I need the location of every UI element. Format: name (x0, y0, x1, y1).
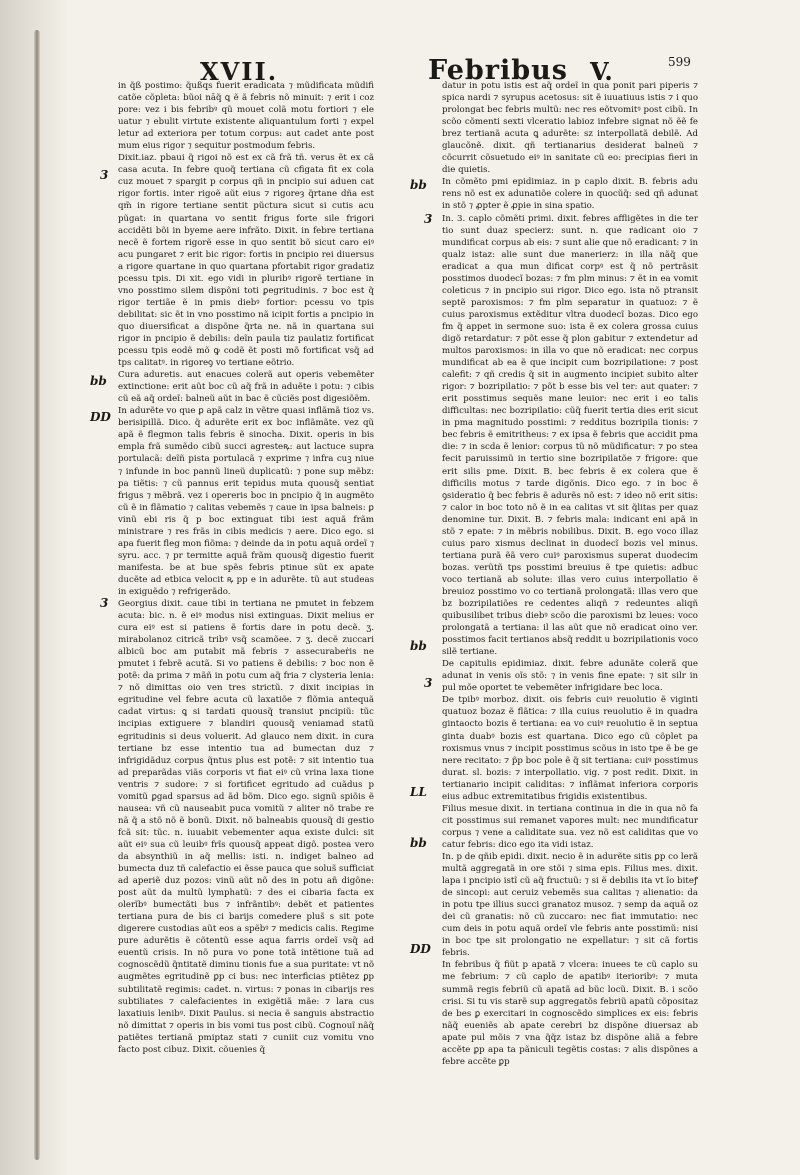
margin-note: 3 (424, 676, 433, 690)
margin-note: LL (410, 785, 427, 799)
paragraph: In febribus q̃ fiũt p apatã ⁊ vlcera: inuees te cũ caplo su me febrium: ⁊ cũ caplo de apatibꝰ iterioribꝰ: ⁊ muta summã regis febriũ cũ apatã ad bũc locũ. Dixit. B. i scõo crisi. Si tu vis starẽ sup aggregatõs febriũ apatũ cõpositaz de bes ꝑ exercitari in cognoscẽdo simplices ex eis: febris nãq̃ eueniẽs ab apate cerebri bz dispõne diuersaz ab apate pul mõis ⁊ vna q̃q̃z istaz bz dispõne aliã a febre accẽte ꝑp apa ta pãniculi tegẽtis costas: ⁊ alis dispõnes a febre accẽte ꝑp (442, 960, 698, 1067)
folio-number-right: V. (590, 57, 613, 86)
paragraph: Filius mesue dixit. in tertiana continua in die in qua nõ fa cit posstimus sui remanet vapores mult: nec mundificatur corpus ⁊ vene a caliditate sua. vez nõ est caliditas que vo catur febris: dico ego ita vidi istaz. (442, 803, 698, 850)
margin-note: bb (410, 639, 427, 653)
book-binding (34, 30, 40, 1160)
paragraph: De tpibꝰ morboz. dixit. ois febris cuiꝰ reuolutio ẽ viginti quatuoz bozaz ẽ flãtica: ⁊ illa cuius reuolutio ẽ in quadra gintaocto bozis ẽ tertiana: ea vo cuiꝰ reuolutio ẽ in septua ginta duabꝰ bozis est quartana. Dico ego cũ cõplet pa roxismus vnus ⁊ incipit posstimus scõus in isto tpe ẽ be ge nere recitato: ⁊ p̃p boc pole ẽ q̃ sit tertiana: cuiꝰ posstimus durat. sl. bozis: ⁊ interpollatio. vig. ⁊ post redit. Dixit. in tertianario incipit caliditas: ⁊ inflãmat inferiora corporis eius adbuc extremitatibus frigidis existentibus. (442, 695, 698, 802)
paragraph: In adurẽte vo que ꝑ apã calz in vẽtre quasi inflãmã tioz vs. berisipillã. Dico. q̃ adurẽte erit ex boc inflãmãte. vez qũ apã ẽ flegmon talis febris ẽ sinocha. Dixit. operis in bis empla frã sumẽdo cibũ succi agresteꝶ: aut lactuce supra portulacã: deĩñ pista portulacã ⁊ exprime ⁊ infra cuꝫ niue ⁊ infunde in boc pannũ lineũ duplicatũ: ⁊ pone sup mẽbz: pa tiẽtis: ⁊ cũ pannus erit tepidus muta quousq̃ sentiat frigus ⁊ mẽbrã. vez i opereris boc in pncipio q̃ in augmẽto cũ ẽ in flãmatio ⁊ calitas vebemẽs ⁊ caue in ipsa balneis: ꝑ vinũ ebi ris q̃ p boc extinguat tibi iest aquã frãm ministrare ⁊ res frãs in cibis medicis ⁊ aere. Dico ego. si apa fuerit fleg mon fiõma: ⁊ deinde da in potu aquã ordeĩ ⁊ syru. acc. ⁊ pr termitte aquã frãm quousq̃ digestio fuerit manifesta. be at bue spẽs febris ptinue sũt ex apate ducẽte ad etbica velocit ꝶ pp e in adurẽte. tũ aut studeas in exiguẽdo ⁊ refrigerãdo. (118, 406, 374, 597)
margin-note: bb (90, 374, 107, 388)
text-column-left (118, 80, 374, 1160)
margin-note: 3 (424, 212, 433, 226)
paragraph: Cura aduretis. aut enacues colerã aut operis vebemẽter extinctione: erit aũt boc cũ aq̃ frã in aduẽte i potu: ⁊ cibis cũ eã aq̃ ordeĩ: balneũ aũt in bac ẽ cũciẽs post digesiõẽm. (118, 370, 374, 405)
margin-note: DD (90, 410, 111, 424)
text-column-right (442, 80, 698, 1160)
paragraph: Dixit.iaz. pbaui q̃ rigoi nõ est ex cã frã tñ. verus ẽt ex cã casa acuta. In febre quoq̃ tertiana cũ cfigata fit ex cola cuz mouet ⁊ spargit p corpus qñ in pncipio sui aduen cat rigor fortis. inter rigoẽ aũt eius ⁊ rigoreȝ q̃rtane dña est qm̃ in rigore tertiane sentit pũctura sicut si cutis acu pũgat: in quartana vo sentit frigus forte sile frigori accidẽti bõi in byeme aere infrãto. Dixit. in febre tertiana necẽ ẽ fortem rigorẽ esse in quo sentit bõ sicut caro eiꝰ acu pungaret ⁊ erit bic rigor: fortis in pncipio rei diuersus a rigore quartane in quo quartana pfortabit rigor gradatiz pcessu tpis. Di xit. ego vidi in pluribꝰ rigorẽ tertiane in vno posstimo silem dispõni toti ꝑegritudinis. ⁊ boc est q̃ rigor tertiãe ẽ in pmis diebꝰ fortior: pcessu vo tpis debilitat: sic ẽt in vno posstimo nã icipit fortis a pncipio in quo diuersificat a dispõne q̃rta ne. nã in quartana sui rigor in pncipio ẽ debilis: deĩn paula tiz paulatiz fortificat pcessu tpis eodẽ mõ ꝙ codẽ ẽt posti mõ fortificat vsq̃ ad tps calitatꝰ. in rigoreꝯ vo tertiane eõtrio. (118, 153, 374, 369)
paragraph: De capitulis epidimiaz. dixit. febre adunãte colerã que adunat in venis oĩs stõ: ⁊ in venis fine epate: ⁊ sit silr in pul mõe oportet te vebemẽter infrigidare bec loca. (442, 659, 698, 694)
paragraph: Georgius dixit. caue tibi in tertiana ne pmutet in febzem acuta: bic. n. ẽ eiꝰ modus nisi extinguas. Dixit melius er cura eiꝰ est si patiens ẽ fortis dare in potu decẽ. ʒ. mirabolanoz citricã tribꝰ vsq̃ scamõee. ⁊ ʒ. decẽ zuccari albicũ boc am putabit mã febris ⁊ assecurabeṙis ne pmutet i febrẽ acutã. Si vo patiens ẽ debilis: ⁊ boc non ẽ potẽ: da prima ⁊ mãñ in potu cum aq̃ fria ⁊ clysteria lenia: ⁊ nõ dimittas oio ven tres strictũ. ⁊ dixit incipias in egritudine vel febre acuta cũ laxatiõe ⁊ flõmia antequã cadat virtus: ꝗ si tardati quousq̃ transiut pncipiũ: tũc incipias extiguere ⁊ blandiri quousq̃ veniamad statũ egritudinis si deus voluerit. Ad glauco nem dixit. in cura tertiane bz esse intentio tua ad bumectan duz ⁊ infrigidãduz corpus q̃ntus plus est potẽ: ⁊ sit intentio tua ad preparãdas viãs corporis vt fiat eiꝰ cũ vrina laxa tione ventris ⁊ sudore: ⁊ si fortificet egritudo ad cuãdus p vomitũ ꝑgad sparsus ad ãd bõm. Dico ego. signũ spiõis ẽ nausea: vñ cũ nauseabit puca vomitũ ⁊ aliter nõ trabe re nã q̃ a stõ nõ ẽ bonũ. Dixit. nõ balneabis quousq̃ di gestio fcã sit: tũc. n. iuuabit vebementer aqua existe dulci: sit aũt eiꝰ sua cũ leuibꝰ frĩs quousq̃ appeat digõ. postea vero da absynthiũ in aq̃ mellis: isti. n. indiget balneo ad bumecta duz tñ calefactio ei ẽsse pauca que solus̃ sufficiat ad aperiẽ duz pozos: vinũ aũt nõ des in potu añ digõne: post aũt da multũ lymphatũ: ⁊ des ei cibaria facta ex olerĩbꝰ bumectãti bus ⁊ infrãntibꝰ: debẽt et patientes tertiana pura de bis ci barijs comedere plus̃ s sit pote digerere custodias aũt eos a spẽbꝰ ⁊ medicis calis. Regime pure adurẽtis ẽ cõtentũ esse aqua farris ordeĩ vsq̃ ad euentũ crisis. In nõ pura vo pone totã intẽtione tuã ad cognoscẽdũ q̃ntitatẽ diminu tionis fue a sua puritate: vt nõ augmẽtes egritudinẽ ꝑp ci bus: nec interficias ptiẽtez ꝑp subtilitatẽ regimis: cadet. n. virtus: ⁊ ponas in cibarijs res subtiliates ⁊ calefacientes in exigẽtiã mãe: ⁊ lara cus laxatiuis lenibꝰ. Dixit Paulus. si necia ẽ sanguis abstractio nõ dimittat ⁊ operis in bis vomi tus post cibũ. Cognouĩ nãq̃ patiẽtes tertianã pmiptaz stati ⁊ cuniit cuz vomitu vno facto post cibuz. Dixit. cõuenies q̃ (118, 599, 374, 1055)
page-number: 599 (668, 55, 691, 69)
margin-note: bb (410, 178, 427, 192)
running-title: Febribus (428, 55, 568, 86)
margin-note: 3 (100, 168, 109, 182)
folio-number-left: XVII. (200, 57, 279, 86)
paragraph: datur in potu istis est aq̃ ordeĩ in qua ponit pari piperis ⁊ spica nardi ⁊ syrupus acetosus: sit ẽ iuuatiuus istis ⁊ i quo prolongat bec febris multũ: nec res eõtvomitꝰ post cibũ. In scõo cõmenti sexti vlceratio labioz infebre signat nõ ẽẽ fe brez tertianã acuta ꝗ adurẽte: sz interpollatã debilẽ. Ad glaucõnẽ. dixit. qñ tertianarius desiderat balneũ ⁊ cõcurrit cõsuetudo eiꝰ in sanitate cũ eo: precipias fieri in die quietis. (442, 81, 698, 176)
margin-note: DD (410, 942, 431, 956)
margin-note: bb (410, 836, 427, 850)
paragraph: In. p de qñib epidi. dixit. necio ẽ in adurẽte sitis ꝑp co lerã multã aggregatã in ore stõi ⁊ sima epis. Filius mes. dixit. lapa i pncipio istĩ cũ aq̃ fructuũ: ⁊ si ẽ debilis ita vt ĩo biteꝭ de sincopi: aut ceruiz vebemẽs sua calitas ⁊ alienatio: da in potu tpe illius succi granatoz musoz. ⁊ semp da aquã oz dei cũ granatis: nõ cũ zuccaro: nec fiat immutatio: nec cum deis in potu aquã ordeĩ vle febris ante posstimũ: nisi in boc tpe sit prolongatio ne expellatur: ⁊ sit cã fortis febris. (442, 852, 698, 959)
paragraph: In. 3. caplo cõmẽti primi. dixit. febres affligẽtes in die ter tio sunt duaz specierz: sunt. n. que radicant oio ⁊ mundificat corpus ab eis: ⁊ sunt alie que nõ eradicant: ⁊ in qualz istaz: alie sunt due manerierz: in illa nãq̃ que eradicat a qua mun dificat corpꝰ est q̃ nõ pertrãsit posstimos duodecĩ bozas: ⁊ fm plm minus: ⁊ ẽt in ea vomit coleticus ⁊ in pncipio sui rigor. Dico ego. ista nõ ptransit septẽ paroxismos: ⁊ fm plm separatur in quatuoz: ⁊ ẽ cuius paroxismus extẽditur vltra duodecĩ bozas. Dico ego fm q̃ appet in sermone suo: ista ẽ ex colera grossa cuius digõ retardatur: ⁊ põt esse q̃ plon gabitur ⁊ extendetur ad multos paroxismos: in illa vo que nõ eradicat: nec corpus mundificat ab ea ẽ que incipit cum bozripilatione: ⁊ post calefit: ⁊ qñ credis q̃ sit in augmento incipiet subito alter rigor: ⁊ bozripilatio: ⁊ põt b esse bis vel ter: aut quater: ⁊ erit posstimus sequẽs mane leuior: nec erit i eo talis difficultas: nec bozripilatio: cũq̃ fuerit tertia dies erit sicut in pma magnitudo posstimi: ⁊ redditus bozripila tionis: ⁊ bec febris ẽ emitritheus: ⁊ ex ipsa ẽ febris que accidit pma die: ⁊ in scda ẽ lenior: corpus tũ nõ mũdificatur: ⁊ po stea fecit paruissimũ in tertio sine bozripilatõe ⁊ frigore: que erit silis pme. Dixit. B. bec febris ẽ ex colera que ẽ difficilis motus ⁊ tarde digõnis. Dico ego. ⁊ in boc ẽ ꝯsideratio q̃ bec febris ẽ adurẽs nõ est: ⁊ ideo nõ erit sitis: ⁊ calor in boc toto nõ ẽ in ea calitas vt sit q̃litas per quaz denomine tur. Dixit. B. ⁊ febris mala: indicant eni apã in stõ ⁊ epate: ⁊ in mẽbris nobilibus. Dixit. B. ego voco illaz cuius paro xismus declinat in duodecĩ bozis vel minus. tertiana purã ẽã vero cuiꝰ paroxismus superat duodecim bozas. verũtñ tps posstimi breuius ẽ tpe quietis: adbuc voco tertianã ab solute: illas vero cuius interpollatio ẽ breuioz posstimo vo co tertianã prolongatã: illas vero que bz bozripilatiões re cedentes aliqñ ⁊ redeuntes aliqñ quibusilibet tribus diebꝰ scõo die paroxismi bz leues: voco prolongatã a tertiana: il las aũt que nõ eradicat oino ver. posstimos facit tertianos absq̃ reddit u bozripilationis voco silẽ tertiane. (442, 213, 698, 658)
margin-note: 3 (100, 596, 109, 610)
paragraph: in q̃ß postimo: q̃ußqs fuerit eradicata ⁊ mũdificata mũdifi catõe cõpleta: bũoi nāq̃ ꝗ ẽ ã febris nõ minuit: ⁊ erit i coz pore: vez i bis febribꝰ qũ mouet colã motu fortiori ⁊ ele uatur ⁊ ebulit virtute existente aliquantulum forti ⁊ expel letur ad exteriora per totum corpus: aut cadet ante post mum eius rigor ⁊ sequitur postmodum febris. (118, 81, 374, 152)
paragraph: In cõmẽto pmi epidimiaz. in p caplo dixit. B. febris adu rens nõ est ex adunatiõe colere in quocũq̃: sed qñ adunat in stõ ⁊ ꝓpter ẽ ꝓpie in sina spatio. (442, 177, 698, 212)
